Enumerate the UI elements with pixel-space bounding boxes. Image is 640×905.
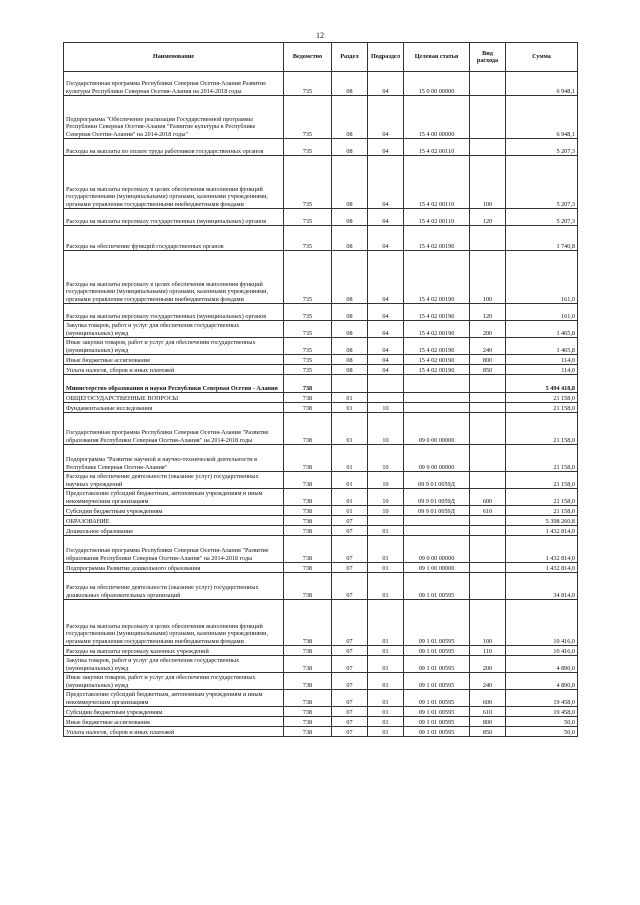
table-row [64, 209, 578, 226]
row-name: Субсидии бюджетным учреждениям [64, 506, 284, 516]
row-amount: 5 398 260,8 [506, 516, 578, 526]
row-subsection: 01 [368, 646, 404, 656]
row-section: 07 [332, 526, 368, 536]
row-subsection: 01 [368, 536, 404, 563]
row-department: 735 [284, 139, 332, 156]
row-subsection: 01 [368, 707, 404, 717]
table-row [64, 413, 578, 445]
row-department: 738 [284, 413, 332, 445]
table-row [64, 600, 578, 646]
col-header-expense-type: Вид расхода [470, 43, 506, 72]
row-amount: 5 207,3 [506, 139, 578, 156]
row-subsection: 04 [368, 226, 404, 251]
row-subsection: 10 [368, 445, 404, 472]
row-subsection: 01 [368, 727, 404, 737]
row-amount: 1 432 814,0 [506, 536, 578, 563]
row-department: 735 [284, 355, 332, 365]
row-target-article: 09 1 01 00595 [404, 600, 470, 646]
table-row [64, 96, 578, 139]
row-subsection: 10 [368, 403, 404, 413]
row-department: 738 [284, 403, 332, 413]
row-target-article: 15 4 02 00190 [404, 304, 470, 321]
row-subsection: 01 [368, 600, 404, 646]
row-amount: 19 458,0 [506, 690, 578, 707]
row-name: Расходы на выплаты персоналу в целях обеспечения выполнения функций государственными (муниципальными) органами, казенными учреждениями, органами управления государственными внебюджетными фондами [64, 156, 284, 209]
row-section: 08 [332, 139, 368, 156]
row-target-article: 09 9 01 0059Д [404, 472, 470, 489]
row-name: Расходы на выплаты по оплате труда работников государственных органов [64, 139, 284, 156]
row-expense-type: 120 [470, 209, 506, 226]
row-department: 738 [284, 536, 332, 563]
row-name: Подпрограмма "Развитие научной и научно-технической деятельности в Республике Северная Осетия-Алания" [64, 445, 284, 472]
row-name: Субсидии бюджетным учреждениям [64, 707, 284, 717]
row-department: 735 [284, 156, 332, 209]
row-amount: 114,0 [506, 365, 578, 375]
table-row [64, 489, 578, 506]
row-section: 07 [332, 646, 368, 656]
row-name: Расходы на обеспечение деятельности (оказание услуг) государственных научных учреждений [64, 472, 284, 489]
row-subsection: 04 [368, 156, 404, 209]
row-name: Государственная программа Республики Северная Осетия-Алания "Развитие образования Республики Северная Осетия-Алания" на 2014-2018 годы [64, 413, 284, 445]
row-subsection [368, 375, 404, 393]
row-section: 01 [332, 445, 368, 472]
row-name: Расходы на выплаты персоналу государственных (муниципальных) органов [64, 209, 284, 226]
row-name: Предоставление субсидий бюджетным, автономным учреждениям и иным некоммерческим организациям [64, 489, 284, 506]
row-amount: 5 494 418,8 [506, 375, 578, 393]
row-amount: 5 207,3 [506, 156, 578, 209]
row-section: 07 [332, 600, 368, 646]
row-name: Предоставление субсидий бюджетным, автономным учреждениям и иным некоммерческим организациям [64, 690, 284, 707]
table-row [64, 646, 578, 656]
col-header-name: Наименование [64, 43, 284, 72]
table-row [64, 717, 578, 727]
row-target-article: 15 4 02 00190 [404, 365, 470, 375]
table-row [64, 156, 578, 209]
row-amount: 21 158,0 [506, 489, 578, 506]
table-row [64, 226, 578, 251]
row-name: Закупка товаров, работ и услуг для обеспечения государственных (муниципальных) нужд [64, 321, 284, 338]
row-amount: 21 158,0 [506, 506, 578, 516]
row-section: 08 [332, 96, 368, 139]
table-row [64, 472, 578, 489]
col-header-section: Раздел [332, 43, 368, 72]
row-expense-type [470, 413, 506, 445]
row-subsection: 04 [368, 251, 404, 304]
row-target-article: 15 0 00 00000 [404, 72, 470, 96]
row-expense-type: 850 [470, 727, 506, 737]
row-subsection [368, 393, 404, 403]
row-section [332, 375, 368, 393]
row-amount: 21 158,0 [506, 445, 578, 472]
row-amount: 1 465,8 [506, 338, 578, 355]
table-row [64, 304, 578, 321]
row-amount: 4 890,0 [506, 673, 578, 690]
row-expense-type: 610 [470, 506, 506, 516]
row-expense-type: 600 [470, 489, 506, 506]
row-expense-type: 600 [470, 690, 506, 707]
row-target-article: 09 1 01 00595 [404, 707, 470, 717]
row-expense-type: 200 [470, 321, 506, 338]
row-section: 08 [332, 209, 368, 226]
row-amount: 34 814,0 [506, 573, 578, 600]
row-subsection: 04 [368, 139, 404, 156]
row-department: 735 [284, 365, 332, 375]
row-amount: 10 416,0 [506, 600, 578, 646]
row-subsection: 04 [368, 72, 404, 96]
table-row [64, 573, 578, 600]
row-name: Иные закупки товаров, работ и услуг для обеспечения государственных (муниципальных) нужд [64, 673, 284, 690]
col-header-target-article: Целевая статья [404, 43, 470, 72]
table-row [64, 393, 578, 403]
row-section: 08 [332, 226, 368, 251]
row-subsection: 01 [368, 690, 404, 707]
row-section: 07 [332, 673, 368, 690]
row-department: 735 [284, 96, 332, 139]
row-department: 738 [284, 393, 332, 403]
table-row [64, 506, 578, 516]
table-row [64, 139, 578, 156]
row-section: 07 [332, 536, 368, 563]
row-name: Министерство образования и науки Республики Северная Осетия - Алания [64, 375, 284, 393]
table-row [64, 355, 578, 365]
table-row [64, 526, 578, 536]
row-section: 07 [332, 573, 368, 600]
row-department: 738 [284, 727, 332, 737]
col-header-amount: Сумма [506, 43, 578, 72]
row-expense-type: 100 [470, 156, 506, 209]
row-department: 738 [284, 573, 332, 600]
row-name: Уплата налогов, сборов и иных платежей [64, 365, 284, 375]
row-section: 07 [332, 656, 368, 673]
row-name: Расходы на выплаты персоналу в целях обеспечения выполнения функций государственными (муниципальными) органами, казенными учреждениями, органами управления государственными внебюджетными фондами [64, 251, 284, 304]
row-department: 738 [284, 516, 332, 526]
row-target-article: 15 4 02 00110 [404, 156, 470, 209]
row-expense-type [470, 516, 506, 526]
table-body [64, 72, 578, 737]
row-department: 738 [284, 690, 332, 707]
row-expense-type [470, 536, 506, 563]
row-section: 01 [332, 413, 368, 445]
table-row [64, 707, 578, 717]
table-row [64, 338, 578, 355]
row-expense-type: 240 [470, 673, 506, 690]
table-row [64, 690, 578, 707]
row-name: Дошкольное образование [64, 526, 284, 536]
row-expense-type: 110 [470, 646, 506, 656]
row-subsection: 10 [368, 506, 404, 516]
table-row [64, 445, 578, 472]
row-amount: 161,0 [506, 304, 578, 321]
row-section: 01 [332, 489, 368, 506]
row-subsection: 04 [368, 321, 404, 338]
row-expense-type [470, 226, 506, 251]
row-department: 738 [284, 656, 332, 673]
row-target-article [404, 393, 470, 403]
row-department: 738 [284, 646, 332, 656]
row-department: 735 [284, 72, 332, 96]
row-expense-type: 200 [470, 656, 506, 673]
row-department: 738 [284, 563, 332, 573]
row-amount: 1 740,8 [506, 226, 578, 251]
row-expense-type: 800 [470, 355, 506, 365]
row-amount: 19 458,0 [506, 707, 578, 717]
row-target-article: 09 1 01 00595 [404, 646, 470, 656]
row-department: 738 [284, 673, 332, 690]
row-subsection: 01 [368, 656, 404, 673]
row-subsection: 01 [368, 673, 404, 690]
row-expense-type: 610 [470, 707, 506, 717]
row-expense-type [470, 72, 506, 96]
row-amount: 1 432 814,0 [506, 526, 578, 536]
row-amount: 6 948,1 [506, 96, 578, 139]
row-amount: 5 207,3 [506, 209, 578, 226]
row-amount: 4 890,0 [506, 656, 578, 673]
row-target-article: 09 0 00 00000 [404, 413, 470, 445]
row-name: Расходы на выплаты персоналу государственных (муниципальных) органов [64, 304, 284, 321]
row-target-article [404, 403, 470, 413]
table-row [64, 563, 578, 573]
row-target-article: 15 4 02 00190 [404, 355, 470, 365]
table-row [64, 656, 578, 673]
row-target-article: 15 4 02 00190 [404, 226, 470, 251]
row-subsection [368, 516, 404, 526]
row-target-article: 09 1 01 00595 [404, 573, 470, 600]
row-subsection: 04 [368, 355, 404, 365]
row-target-article [404, 516, 470, 526]
row-expense-type: 100 [470, 600, 506, 646]
table-row [64, 403, 578, 413]
row-department: 735 [284, 304, 332, 321]
row-name: Государственная программа Республики Северная Осетия-Алания Развитие культуры Республики Северная Осетия-Алания на 2014-2018 годы [64, 72, 284, 96]
row-target-article: 15 4 02 00190 [404, 338, 470, 355]
row-target-article: 09 1 01 00595 [404, 690, 470, 707]
row-amount: 10 416,0 [506, 646, 578, 656]
row-expense-type [470, 563, 506, 573]
row-target-article: 15 4 00 00000 [404, 96, 470, 139]
row-name: Уплата налогов, сборов и иных платежей [64, 727, 284, 737]
table-row [64, 72, 578, 96]
row-name: ОБРАЗОВАНИЕ [64, 516, 284, 526]
row-expense-type: 100 [470, 251, 506, 304]
row-amount: 1 432 814,0 [506, 563, 578, 573]
row-target-article: 15 4 02 00190 [404, 251, 470, 304]
table-row [64, 251, 578, 304]
row-expense-type: 240 [470, 338, 506, 355]
row-expense-type: 120 [470, 304, 506, 321]
row-subsection: 04 [368, 96, 404, 139]
row-subsection: 01 [368, 526, 404, 536]
row-expense-type [470, 375, 506, 393]
row-subsection: 10 [368, 413, 404, 445]
row-subsection: 04 [368, 304, 404, 321]
row-target-article: 09 1 01 00595 [404, 656, 470, 673]
row-department: 735 [284, 321, 332, 338]
row-amount: 21 158,0 [506, 393, 578, 403]
row-expense-type [470, 139, 506, 156]
row-subsection: 10 [368, 472, 404, 489]
row-section: 01 [332, 403, 368, 413]
row-name: Подпрограмма "Обеспечение реализации Государственной программы Республики Северная Осетия-Алания "Развитие культуры в Республике Северная Осетия-Алания" на 2014-2018 годы" [64, 96, 284, 139]
table-row [64, 375, 578, 393]
row-name: Расходы на выплаты персоналу в целях обеспечения выполнения функций государственными (муниципальными) органами, казенными учреждениями, органами управления государственными внебюджетными фондами [64, 600, 284, 646]
row-amount: 21 158,0 [506, 403, 578, 413]
table-row [64, 536, 578, 563]
row-department: 738 [284, 472, 332, 489]
row-name: Фундаментальные исследования [64, 403, 284, 413]
row-department: 738 [284, 489, 332, 506]
row-section: 07 [332, 690, 368, 707]
row-amount: 161,0 [506, 251, 578, 304]
row-target-article: 15 4 02 00110 [404, 139, 470, 156]
row-subsection: 01 [368, 563, 404, 573]
row-department: 738 [284, 375, 332, 393]
row-name: ОБЩЕГОСУДАРСТВЕННЫЕ ВОПРОСЫ [64, 393, 284, 403]
row-expense-type: 850 [470, 365, 506, 375]
row-name: Иные бюджетные ассигнования [64, 717, 284, 727]
row-section: 07 [332, 516, 368, 526]
row-expense-type [470, 393, 506, 403]
row-amount: 21 158,0 [506, 472, 578, 489]
row-department: 735 [284, 251, 332, 304]
row-expense-type [470, 526, 506, 536]
col-header-department: Ведомство [284, 43, 332, 72]
row-name: Иные бюджетные ассигнования [64, 355, 284, 365]
table-row [64, 673, 578, 690]
row-target-article: 09 1 00 00000 [404, 563, 470, 573]
row-expense-type [470, 573, 506, 600]
row-name: Расходы на обеспечение функций государственных органов [64, 226, 284, 251]
row-target-article: 09 9 01 0059Д [404, 489, 470, 506]
row-department: 738 [284, 707, 332, 717]
row-target-article [404, 375, 470, 393]
row-expense-type [470, 445, 506, 472]
row-section: 08 [332, 304, 368, 321]
row-department: 738 [284, 717, 332, 727]
row-department: 738 [284, 445, 332, 472]
row-section: 01 [332, 393, 368, 403]
row-subsection: 04 [368, 209, 404, 226]
row-expense-type [470, 96, 506, 139]
row-section: 07 [332, 727, 368, 737]
row-amount: 114,0 [506, 355, 578, 365]
row-subsection: 04 [368, 338, 404, 355]
row-department: 738 [284, 526, 332, 536]
row-section: 07 [332, 717, 368, 727]
row-section: 01 [332, 472, 368, 489]
row-subsection: 04 [368, 365, 404, 375]
row-name: Закупка товаров, работ и услуг для обеспечения государственных (муниципальных) нужд [64, 656, 284, 673]
row-target-article: 09 9 01 0059Д [404, 506, 470, 516]
table-row [64, 365, 578, 375]
row-section: 07 [332, 707, 368, 717]
table-row [64, 516, 578, 526]
row-section: 08 [332, 156, 368, 209]
row-section: 08 [332, 365, 368, 375]
row-department: 738 [284, 506, 332, 516]
row-name: Расходы на обеспечение деятельности (оказание услуг) государственных дошкольных образовательных организаций [64, 573, 284, 600]
row-amount: 1 465,8 [506, 321, 578, 338]
row-department: 735 [284, 338, 332, 355]
row-section: 08 [332, 321, 368, 338]
row-subsection: 01 [368, 573, 404, 600]
row-department: 735 [284, 209, 332, 226]
row-name: Иные закупки товаров, работ и услуг для обеспечения государственных (муниципальных) нужд [64, 338, 284, 355]
table-row [64, 727, 578, 737]
row-department: 735 [284, 226, 332, 251]
budget-table [63, 42, 578, 737]
row-target-article: 09 1 01 00595 [404, 673, 470, 690]
row-name: Подпрограмма Развитие дошкольного образования [64, 563, 284, 573]
row-target-article: 09 1 01 00595 [404, 717, 470, 727]
row-amount: 21 158,0 [506, 413, 578, 445]
row-target-article: 15 4 02 00190 [404, 321, 470, 338]
row-subsection: 01 [368, 717, 404, 727]
row-section: 08 [332, 251, 368, 304]
row-section: 07 [332, 563, 368, 573]
col-header-subsection: Подраздел [368, 43, 404, 72]
row-amount: 50,0 [506, 717, 578, 727]
row-target-article [404, 526, 470, 536]
row-expense-type [470, 403, 506, 413]
row-expense-type: 800 [470, 717, 506, 727]
page-number: 12 [316, 31, 324, 40]
row-amount: 50,0 [506, 727, 578, 737]
row-expense-type [470, 472, 506, 489]
row-section: 08 [332, 338, 368, 355]
table-row [64, 321, 578, 338]
row-section: 08 [332, 355, 368, 365]
row-subsection: 10 [368, 489, 404, 506]
row-section: 01 [332, 506, 368, 516]
row-name: Государственная программа Республики Северная Осетия-Алания "Развитие образования Республики Северная Осетия-Алания" на 2014-2018 годы [64, 536, 284, 563]
table-header-row [64, 43, 578, 72]
row-section: 08 [332, 72, 368, 96]
row-target-article: 09 0 00 00000 [404, 536, 470, 563]
row-department: 738 [284, 600, 332, 646]
row-target-article: 09 9 00 00000 [404, 445, 470, 472]
row-target-article: 15 4 02 00110 [404, 209, 470, 226]
row-amount: 6 948,1 [506, 72, 578, 96]
row-target-article: 09 1 01 00595 [404, 727, 470, 737]
row-name: Расходы на выплаты персоналу казенных учреждений [64, 646, 284, 656]
